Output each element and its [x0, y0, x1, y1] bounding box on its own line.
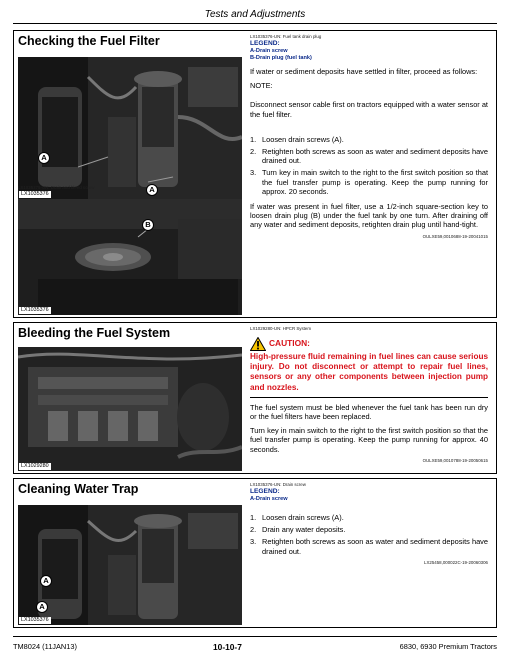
divider [250, 397, 488, 398]
water-trap-text [250, 482, 488, 566]
water-trap-photo [18, 505, 242, 625]
step [250, 168, 488, 196]
step-text: Loosen drain screws (A). [262, 513, 344, 522]
step-text: Retighten both screws as soon as water and sediment deposits have drained out. [262, 147, 488, 166]
step [250, 513, 488, 522]
hpcr-illustration [18, 347, 242, 471]
fuel-filter-illustration [18, 57, 242, 199]
photo-caption: LX1035375-UN: Drain and bleed screw [18, 185, 95, 190]
section-bleeding [13, 322, 497, 474]
steps-list [250, 513, 488, 556]
step-number: 2. [250, 525, 257, 535]
drain-plug-illustration [18, 199, 242, 315]
reference-code: LX25458,000022C-19-20060306 [424, 559, 488, 565]
water-trap-illustration [18, 505, 242, 625]
drain-plug-photo [18, 199, 242, 315]
photo-id: LX1035376 [21, 307, 49, 313]
step [250, 147, 488, 165]
note-text: Disconnect sensor cable first on tractors equipped with a water sensor at the fuel filter. [250, 100, 488, 119]
page-footer [13, 636, 497, 652]
hpcr-photo [18, 347, 242, 471]
legend-item: B-Drain plug (fuel tank) [250, 55, 312, 61]
callout-a-lower: A [146, 184, 158, 196]
bleeding-paragraph: Turn key in main switch to the right to the first switch position so that the fuel transfer pump is operating. Keep the pump running for approx. 40 seconds. [250, 426, 488, 454]
caption: LX1035376-UN: Fuel tank drain plug [250, 34, 322, 39]
photo-id: LX1035376 [21, 617, 49, 623]
callout-a-upper: A [40, 575, 52, 587]
footer-manual-id: TM8024 (11JAN13) [13, 642, 77, 651]
callout-a-lower: A [36, 601, 48, 613]
caption: LX1035376-UN: Drain screw [250, 482, 306, 487]
steps-list [250, 135, 488, 196]
section-fuel-filter [13, 30, 497, 318]
footer-product: 6830, 6930 Premium Tractors [399, 642, 497, 651]
step-number: 3. [250, 168, 257, 178]
fuel-filter-photo [18, 57, 242, 199]
caution-label: CAUTION: [269, 338, 310, 349]
photo-id: LX1029280 [21, 463, 49, 469]
bleeding-text [250, 326, 488, 464]
section-water-trap [13, 478, 497, 628]
step-number: 3. [250, 537, 257, 547]
step-text: Drain any water deposits. [262, 525, 346, 535]
step-number: 2. [250, 147, 257, 157]
legend-title: LEGEND: [250, 488, 280, 495]
step-number: 1. [250, 513, 257, 522]
reference-code: OULXE59,0010788-19-20050615 [422, 457, 488, 463]
reference-code: OULXE59,0010688-19-20041015 [422, 233, 488, 239]
bleeding-paragraph: The fuel system must be bled whenever the fuel tank has been run dry or the fuel filters have been replaced. [250, 402, 488, 422]
note-label: NOTE: [250, 81, 273, 91]
section-title: Checking the Fuel Filter [18, 34, 160, 48]
step [250, 537, 488, 555]
page-header: Tests and Adjustments [13, 8, 497, 24]
caution-text: High-pressure fluid remaining in fuel lines can cause serious injury. Do not disconnect or attempt to repair fuel lines, sensors or any other components between injection pump and nozzles. [250, 352, 488, 392]
section-title: Bleeding the Fuel System [18, 326, 171, 340]
caution-header [250, 337, 488, 351]
footer-page-number: 10-10-7 [213, 642, 242, 652]
caption: LX1029280-UN: HPCR System [250, 326, 312, 331]
legend-title: LEGEND: [250, 40, 280, 47]
fuel-filter-text [250, 34, 488, 240]
step-number: 1. [250, 134, 257, 144]
step-text: Loosen drain screws (A). [262, 134, 344, 144]
step [250, 525, 488, 534]
extra-text: If water was present in fuel filter, use a 1/2-inch square-section key to loosen drain plug (B) under the fuel tank by one turn. After draining off any water and sediment deposits, retighten drain plug until hand-tight. [250, 202, 488, 230]
step [250, 135, 488, 144]
photo-id: LX1035376 [21, 191, 49, 197]
legend-item: A-Drain screw [250, 496, 288, 502]
step-text: Turn key in main switch to the right to the first switch position so that the fuel transfer pump is operating. Keep the pump running for approx. 20 seconds. [262, 168, 488, 196]
section-title: Cleaning Water Trap [18, 482, 139, 496]
legend-item: A-Drain screw [250, 48, 288, 54]
warning-icon [250, 337, 266, 351]
intro-text: If water or sediment deposits have settled in filter, proceed as follows: [250, 67, 478, 76]
callout-a-upper: A [38, 152, 50, 164]
step-text: Retighten both screws as soon as water and sediment deposits have drained out. [262, 537, 488, 556]
callout-b: B [142, 219, 154, 231]
